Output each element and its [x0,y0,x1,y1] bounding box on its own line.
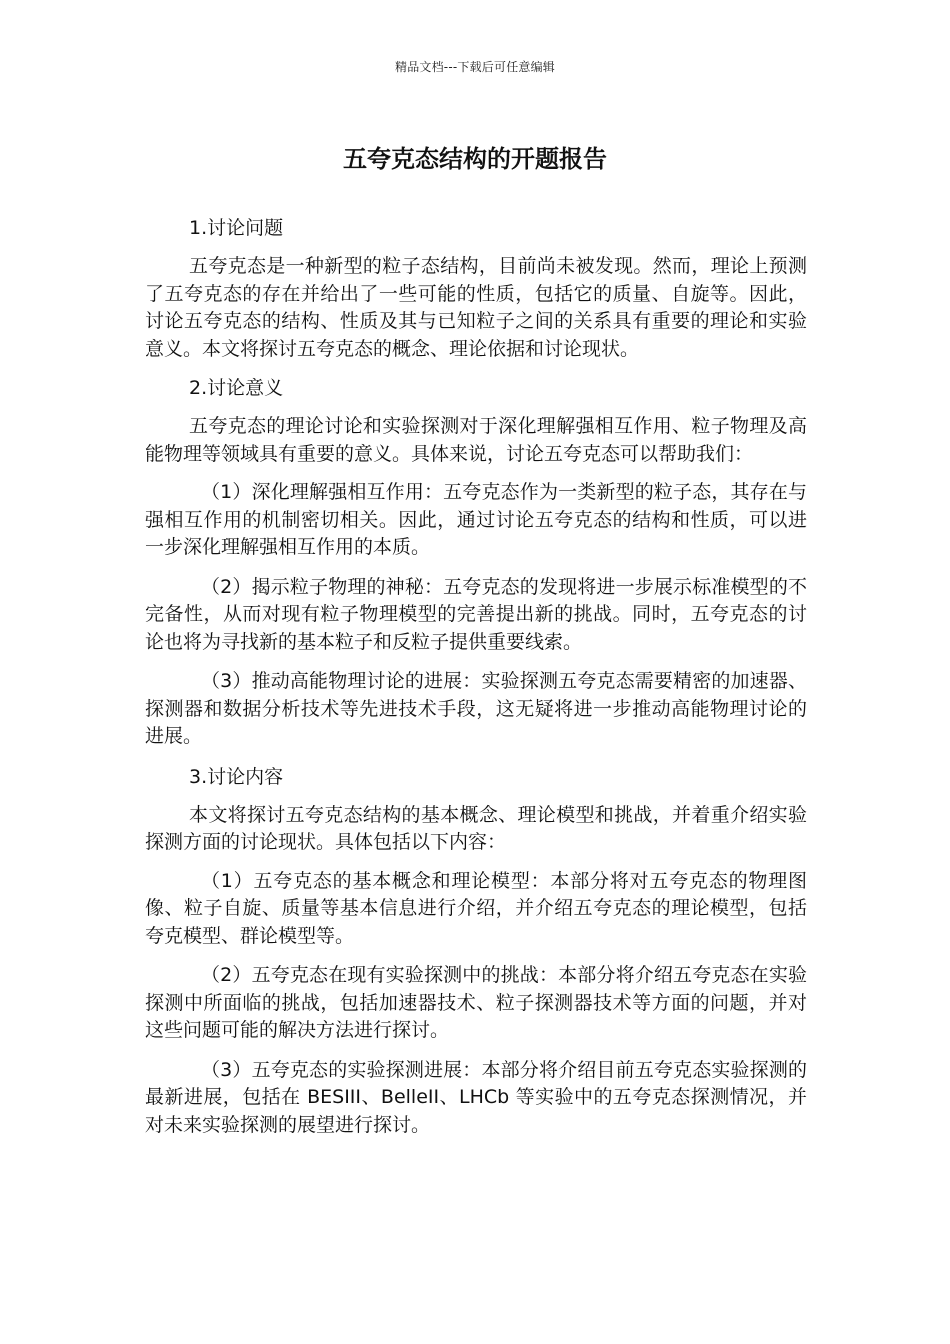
paragraph: 本文将探讨五夸克态结构的基本概念、理论模型和挑战，并着重介绍实验探测方面的讨论现状。具体包括以下内容： [145,803,807,853]
page-header-note: 精品文档---下载后可任意编辑 [395,60,555,74]
list-item: （1）深化理解强相互作用：五夸克态作为一类新型的粒子态，其存在与强相互作用的机制密切相关。因此，通过讨论五夸克态的结构和性质，可以进一步深化理解强相互作用的本质。 [145,481,807,558]
list-item: （2）揭示粒子物理的神秘：五夸克态的发现将进一步展示标准模型的不完备性，从而对现有粒子物理模型的完善提出新的挑战。同时，五夸克态的讨论也将为寻找新的基本粒子和反粒子提供重要线索。 [145,575,807,653]
paragraph: 五夸克态是一种新型的粒子态结构，目前尚未被发现。然而，理论上预测了五夸克态的存在并给出了一些可能的性质，包括它的质量、自旋等。因此，讨论五夸克态的结构、性质及其与已知粒子之间的关系具有重要的理论和实验意义。本文将探讨五夸克态的概念、理论依据和讨论现状。 [145,255,807,360]
section-heading: 3.讨论内容 [189,765,284,788]
list-item: （3）推动高能物理讨论的进展：实验探测五夸克态需要精密的加速器、探测器和数据分析技术等先进技术手段，这无疑将进一步推动高能物理讨论的进展。 [145,670,807,747]
list-item: （1）五夸克态的基本概念和理论模型：本部分将对五夸克态的物理图像、粒子自旋、质量等基本信息进行介绍，并介绍五夸克态的理论模型，包括夸克模型、群论模型等。 [145,869,807,947]
list-item: （3）五夸克态的实验探测进展：本部分将介绍目前五夸克态实验探测的最新进展，包括在 BESIII、BelleII、LHCb 等实验中的五夸克态探测情况，并对未来实验探测的展望进行探讨。 [145,1058,807,1136]
paragraph: 五夸克态的理论讨论和实验探测对于深化理解强相互作用、粒子物理及高能物理等领域具有重要的意义。具体来说，讨论五夸克态可以帮助我们： [145,415,807,465]
section-discussion-problem [145,214,807,363]
section-discussion-content [145,763,807,1140]
document-title: 五夸克态结构的开题报告 [343,145,607,173]
list-item: （2）五夸克态在现有实验探测中的挑战：本部分将介绍五夸克态在实验探测中所面临的挑战，包括加速器技术、粒子探测器技术等方面的问题，并对这些问题可能的解决方法进行探讨。 [145,964,807,1041]
section-heading: 1.讨论问题 [189,217,284,239]
section-heading: 2.讨论意义 [189,377,284,399]
document-body [145,214,807,1151]
section-discussion-significance [145,374,807,751]
